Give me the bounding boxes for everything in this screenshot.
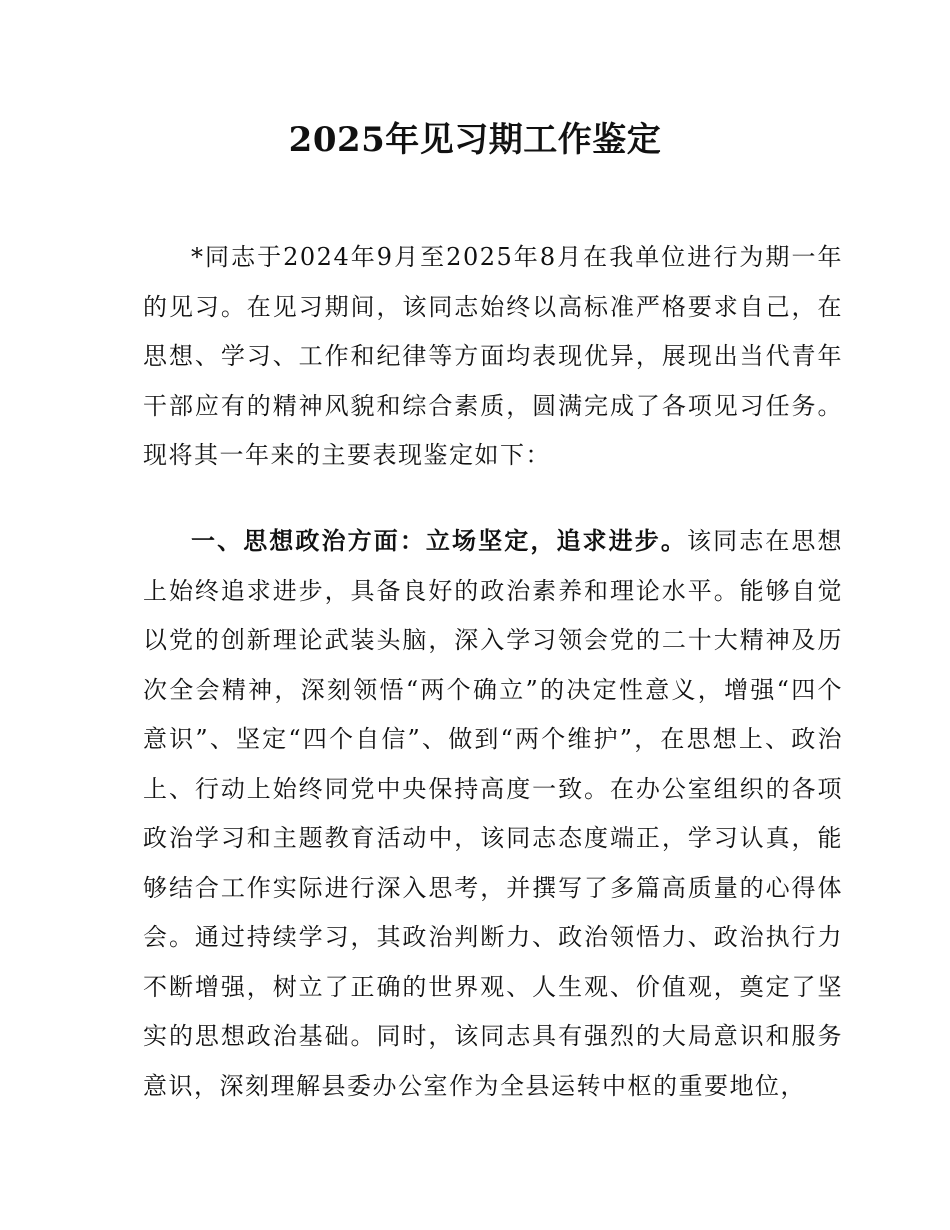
intro-paragraph [143, 232, 843, 481]
section-paragraph-political [143, 516, 843, 1111]
paragraph-text: *同志于2024年9月至2025年8月在我单位进行为期一年的见习。在见习期间，该同志始终以高标准严格要求自己，在思想、学习、工作和纪律等方面均表现优异，展现出当代青年干部应有的精神风貌和综合素质，圆满完成了各项见习任务。现将其一年来的主要表现鉴定如下： [143, 243, 843, 469]
paragraph-lead: 一、思想政治方面：立场坚定，追求进步。 [191, 526, 687, 555]
document-title: 2025年见习期工作鉴定 [288, 120, 662, 160]
paragraph-text: 该同志在思想上始终追求进步，具备良好的政治素养和理论水平。能够自觉以党的创新理论武装头脑，深入学习领会党的二十大精神及历次全会精神，深刻领悟“两个确立”的决定性意义，增强“四个意识”、坚定“四个自信”、做到“两个维护”，在思想上、政治上、行动上始终同党中央保持高度一致。在办公室组织的各项政治学习和主题教育活动中，该同志态度端正，学习认真，能够结合工作实际进行深入思考，并撰写了多篇高质量的心得体会。通过持续学习，其政治判断力、政治领悟力、政治执行力不断增强，树立了正确的世界观、人生观、价值观，奠定了坚实的思想政治基础。同时，该同志具有强烈的大局意识和服务意识，深刻理解县委办公室作为全县运转中枢的重要地位， [143, 527, 844, 1100]
